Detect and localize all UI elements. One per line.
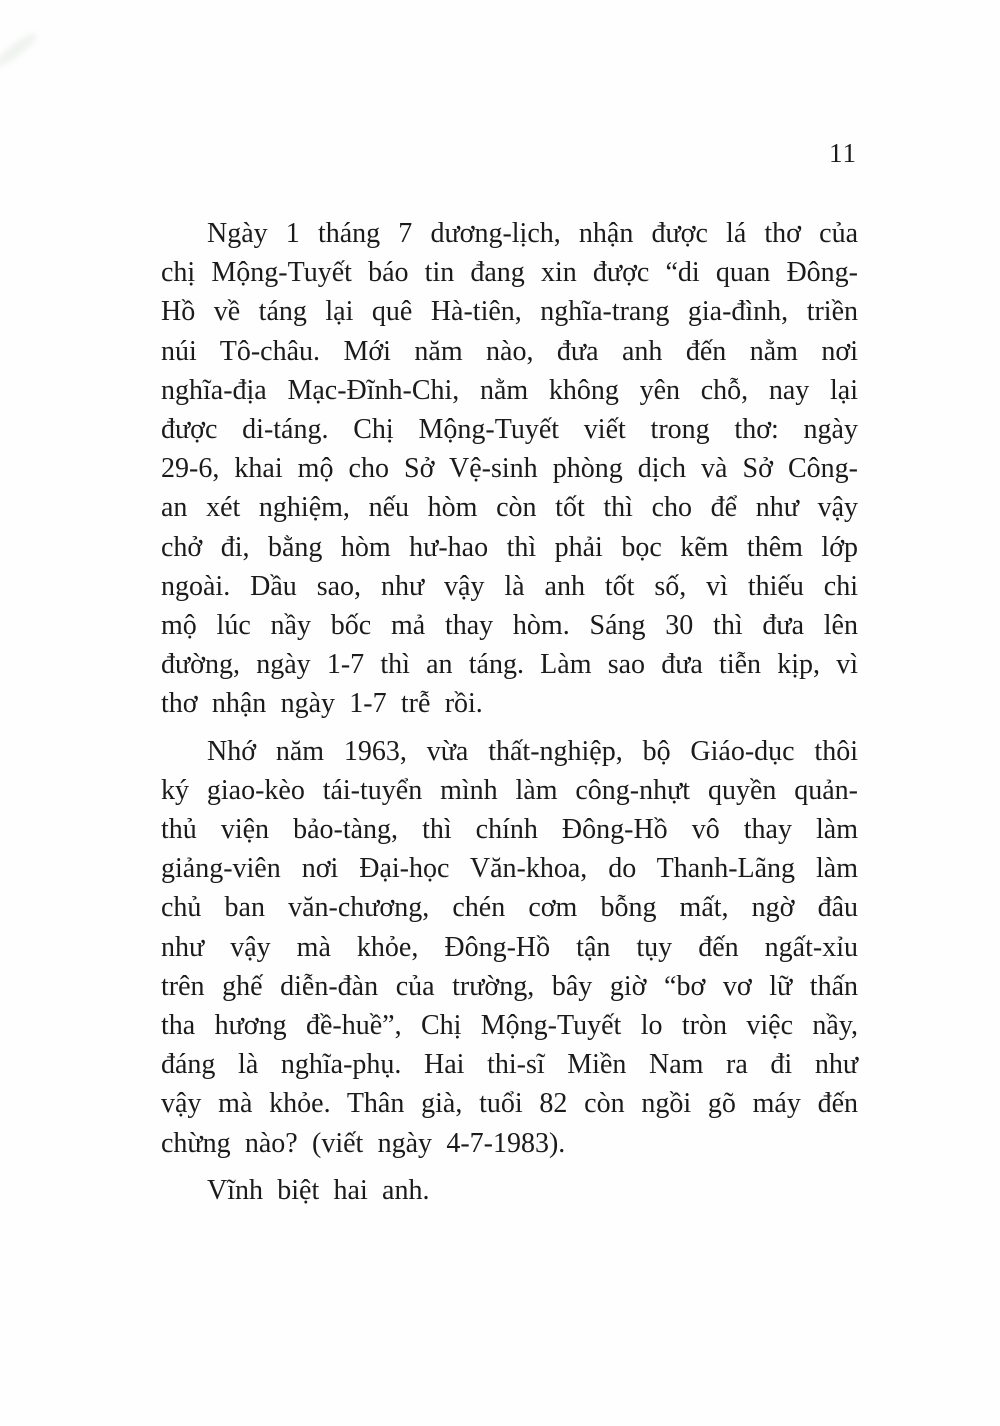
paragraph [161, 214, 858, 724]
text-line: Nhớ năm 1963, vừa thất-nghiệp, bộ Giáo-dục thôi [207, 735, 858, 767]
text-line: chị Mộng-Tuyết báo tin đang xin được “di quan Đông- [161, 257, 858, 289]
text-line: trên ghế diễn-đàn của trường, bây giờ “bơ vơ lữ thấn [161, 970, 858, 1002]
text-line: đường, ngày 1-7 thì an táng. Làm sao đưa tiễn kịp, vì [161, 649, 858, 681]
text-line: Vĩnh biệt hai anh. [207, 1174, 430, 1206]
text-line: an xét nghiệm, nếu hòm còn tốt thì cho để như vậy [161, 492, 858, 524]
text-line: giảng-viên nơi Đại-học Văn-khoa, do Thanh-Lãng làm [161, 853, 858, 885]
text-line: Ngày 1 tháng 7 dương-lịch, nhận được lá thơ của [207, 218, 858, 249]
text-line: được di-táng. Chị Mộng-Tuyết viết trong thơ: ngày [161, 414, 858, 446]
paragraph [161, 1171, 858, 1210]
text-line: ngoài. Dầu sao, như vậy là anh tốt số, vì thiếu chi [161, 570, 858, 602]
text-line: thơ nhận ngày 1-7 trễ rồi. [161, 688, 483, 720]
text-line: vậy mà khỏe. Thân già, tuổi 82 còn ngồi gõ máy đến [161, 1088, 858, 1120]
text-line: thủ viện bảo-tàng, thì chính Đông-Hồ vô thay làm [161, 814, 858, 846]
text-line: 29-6, khai mộ cho Sở Vệ-sinh phòng dịch và Sở Công- [161, 453, 858, 485]
text-line: đáng là nghĩa-phụ. Hai thi-sĩ Miền Nam ra đi như [161, 1049, 858, 1081]
text-line: núi Tô-châu. Mới năm nào, đưa anh đến nằm nơi [161, 335, 858, 367]
text-line: như vậy mà khỏe, Đông-Hồ tận tụy đến ngất-xỉu [161, 931, 858, 963]
text-line: chủ ban văn-chương, chén cơm bỗng mất, ngờ đâu [161, 892, 858, 924]
text-line: ký giao-kèo tái-tuyển mình làm công-nhựt quyền quản- [161, 774, 858, 806]
text-line: mộ lúc nầy bốc mả thay hòm. Sáng 30 thì đưa lên [161, 610, 858, 642]
scan-smudge-artifact [0, 29, 40, 70]
paragraph [161, 732, 858, 1163]
text-line: chở đi, bằng hòm hư-hao thì phải bọc kẽm thêm lớp [161, 531, 858, 563]
text-line: chừng nào? (viết ngày 4-7-1983). [161, 1127, 566, 1159]
text-block [161, 214, 858, 1210]
text-line: nghĩa-địa Mạc-Đĩnh-Chi, nằm không yên chỗ, nay lại [161, 374, 858, 406]
text-line: tha hương đề-huề”, Chị Mộng-Tuyết lo tròn việc nầy, [161, 1010, 858, 1042]
page-number: 11 [829, 138, 857, 168]
text-line: Hồ về táng lại quê Hà-tiên, nghĩa-trang gia-đình, triền [161, 296, 858, 328]
